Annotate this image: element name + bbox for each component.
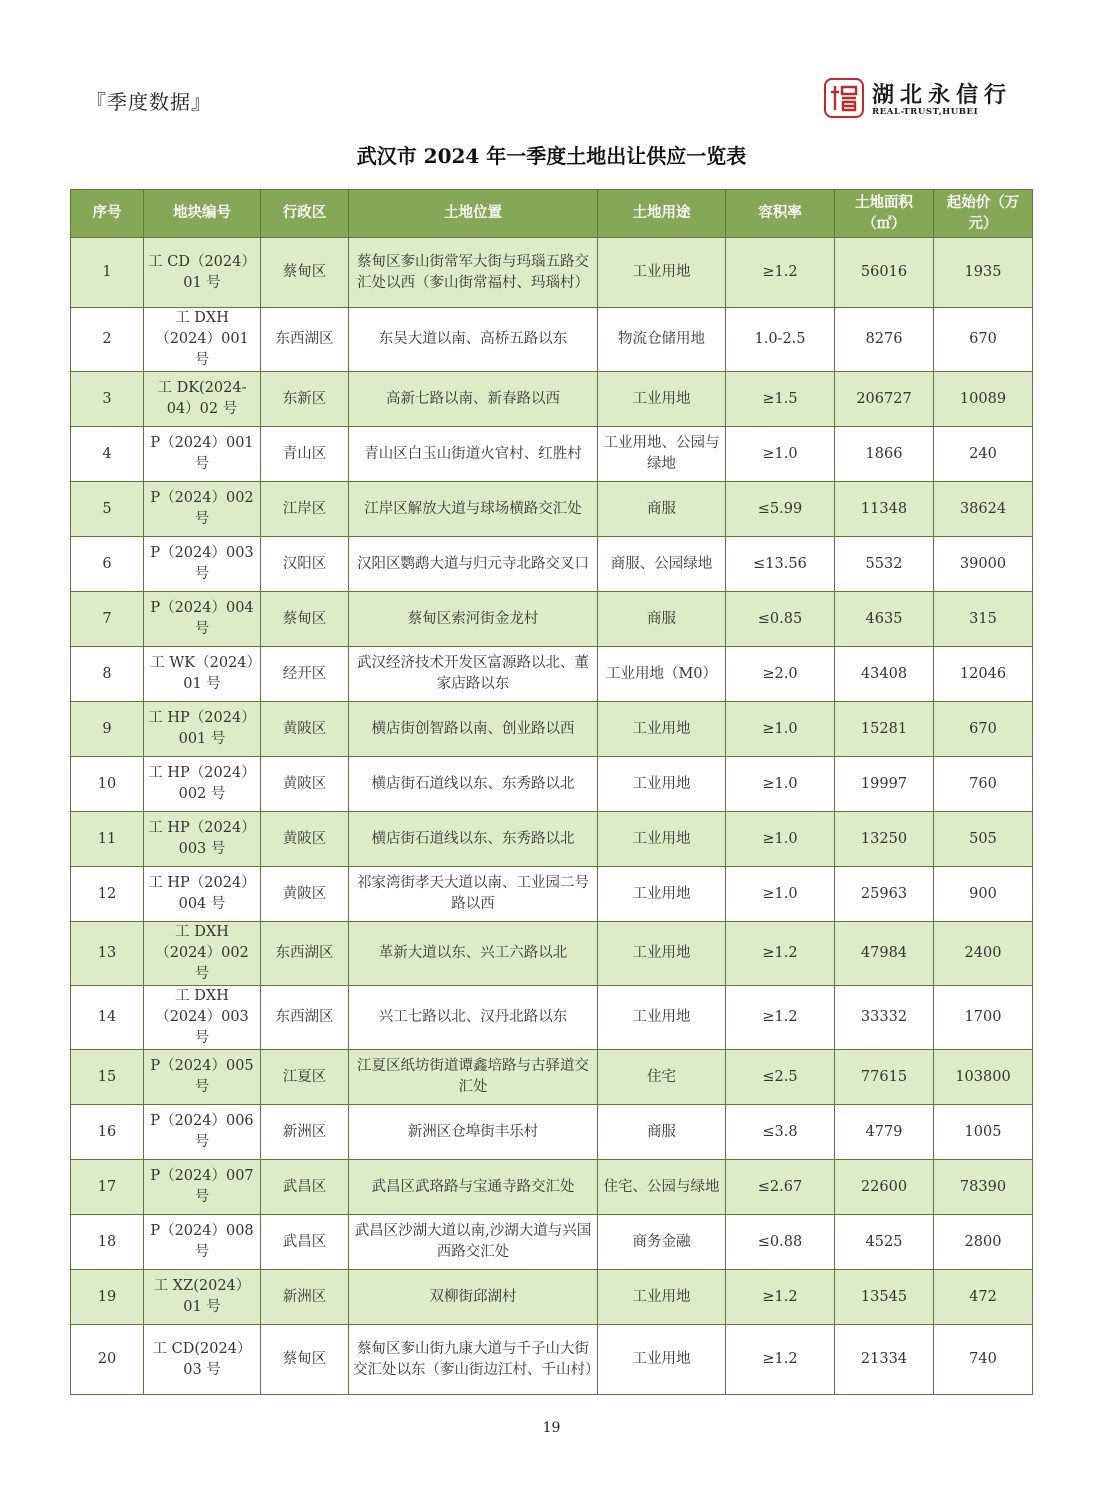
cell-plot-ratio: ≤0.85 bbox=[726, 592, 835, 647]
cell-land-use: 工业用地 bbox=[598, 812, 726, 867]
cell-area: 206727 bbox=[835, 372, 934, 427]
cell-location: 双柳街邱湖村 bbox=[349, 1270, 598, 1325]
cell-plot-ratio: 1.0-2.5 bbox=[726, 308, 835, 372]
cell-location: 革新大道以东、兴工六路以北 bbox=[349, 922, 598, 986]
cell-parcel-id: P（2024）004 号 bbox=[144, 592, 261, 647]
cell-location: 武汉经济技术开发区富源路以北、董家店路以东 bbox=[349, 647, 598, 702]
cell-land-use: 商服 bbox=[598, 592, 726, 647]
cell-district: 蔡甸区 bbox=[261, 592, 349, 647]
logo-english-name: REAL-TRUST,HUBEI bbox=[872, 107, 979, 117]
cell-land-use: 工业用地 bbox=[598, 867, 726, 922]
cell-area: 21334 bbox=[835, 1325, 934, 1395]
cell-plot-ratio: ≤13.56 bbox=[726, 537, 835, 592]
cell-area: 19997 bbox=[835, 757, 934, 812]
table-row bbox=[71, 1105, 1033, 1160]
header-cell-index: 序号 bbox=[71, 190, 144, 238]
table-row bbox=[71, 867, 1033, 922]
cell-district: 蔡甸区 bbox=[261, 238, 349, 308]
cell-location: 蔡甸区奓山街九康大道与千子山大街交汇处以东（奓山街边江村、千山村） bbox=[349, 1325, 598, 1395]
cell-area: 15281 bbox=[835, 702, 934, 757]
cell-district: 武昌区 bbox=[261, 1215, 349, 1270]
cell-area: 47984 bbox=[835, 922, 934, 986]
table-row bbox=[71, 372, 1033, 427]
cell-start-price: 12046 bbox=[934, 647, 1033, 702]
cell-land-use: 工业用地 bbox=[598, 372, 726, 427]
table-row bbox=[71, 1160, 1033, 1215]
cell-parcel-id: 工 CD（2024）01 号 bbox=[144, 238, 261, 308]
cell-location: 新洲区仓埠街丰乐村 bbox=[349, 1105, 598, 1160]
cell-area: 77615 bbox=[835, 1050, 934, 1105]
cell-district: 黄陂区 bbox=[261, 812, 349, 867]
cell-parcel-id: P（2024）006 号 bbox=[144, 1105, 261, 1160]
cell-plot-ratio: ≥1.2 bbox=[726, 1325, 835, 1395]
cell-land-use: 工业用地 bbox=[598, 922, 726, 986]
cell-start-price: 670 bbox=[934, 702, 1033, 757]
cell-parcel-id: 工 DK(2024-04）02 号 bbox=[144, 372, 261, 427]
cell-start-price: 2800 bbox=[934, 1215, 1033, 1270]
table-row bbox=[71, 1325, 1033, 1395]
cell-plot-ratio: ≤5.99 bbox=[726, 482, 835, 537]
cell-index: 6 bbox=[71, 537, 144, 592]
cell-start-price: 740 bbox=[934, 1325, 1033, 1395]
header-cell-start-price: 起始价（万元） bbox=[934, 190, 1033, 238]
cell-parcel-id: 工 DXH（2024）003 号 bbox=[144, 986, 261, 1050]
cell-index: 13 bbox=[71, 922, 144, 986]
cell-location: 武昌区沙湖大道以南,沙湖大道与兴国西路交汇处 bbox=[349, 1215, 598, 1270]
header-cell-land-use: 土地用途 bbox=[598, 190, 726, 238]
cell-location: 蔡甸区索河街金龙村 bbox=[349, 592, 598, 647]
cell-area: 11348 bbox=[835, 482, 934, 537]
cell-land-use: 住宅 bbox=[598, 1050, 726, 1105]
cell-start-price: 505 bbox=[934, 812, 1033, 867]
cell-area: 8276 bbox=[835, 308, 934, 372]
cell-district: 青山区 bbox=[261, 427, 349, 482]
cell-parcel-id: 工 HP（2024）001 号 bbox=[144, 702, 261, 757]
cell-index: 3 bbox=[71, 372, 144, 427]
header-cell-parcel-id: 地块编号 bbox=[144, 190, 261, 238]
cell-plot-ratio: ≥1.2 bbox=[726, 238, 835, 308]
cell-start-price: 1700 bbox=[934, 986, 1033, 1050]
cell-land-use: 工业用地 bbox=[598, 757, 726, 812]
cell-location: 青山区白玉山街道火官村、红胜村 bbox=[349, 427, 598, 482]
cell-parcel-id: P（2024）003 号 bbox=[144, 537, 261, 592]
cell-start-price: 2400 bbox=[934, 922, 1033, 986]
cell-index: 12 bbox=[71, 867, 144, 922]
cell-land-use: 物流仓储用地 bbox=[598, 308, 726, 372]
cell-plot-ratio: ≥1.5 bbox=[726, 372, 835, 427]
table-row bbox=[71, 1050, 1033, 1105]
cell-land-use: 工业用地、公园与绿地 bbox=[598, 427, 726, 482]
cell-location: 高新七路以南、新春路以西 bbox=[349, 372, 598, 427]
table-row bbox=[71, 592, 1033, 647]
table-row bbox=[71, 238, 1033, 308]
table-row bbox=[71, 427, 1033, 482]
cell-land-use: 商服、公园绿地 bbox=[598, 537, 726, 592]
section-tag: 『季度数据』 bbox=[86, 90, 212, 114]
cell-district: 江夏区 bbox=[261, 1050, 349, 1105]
cell-parcel-id: 工 XZ(2024）01 号 bbox=[144, 1270, 261, 1325]
table-row bbox=[71, 986, 1033, 1050]
cell-parcel-id: 工 HP（2024）004 号 bbox=[144, 867, 261, 922]
cell-start-price: 103800 bbox=[934, 1050, 1033, 1105]
cell-parcel-id: P（2024）001 号 bbox=[144, 427, 261, 482]
cell-plot-ratio: ≤2.5 bbox=[726, 1050, 835, 1105]
cell-district: 东西湖区 bbox=[261, 308, 349, 372]
table-row bbox=[71, 1215, 1033, 1270]
table-row bbox=[71, 647, 1033, 702]
cell-parcel-id: 工 HP（2024）003 号 bbox=[144, 812, 261, 867]
cell-district: 黄陂区 bbox=[261, 867, 349, 922]
cell-area: 56016 bbox=[835, 238, 934, 308]
cell-location: 兴工七路以北、汉丹北路以东 bbox=[349, 986, 598, 1050]
cell-area: 4525 bbox=[835, 1215, 934, 1270]
cell-area: 13545 bbox=[835, 1270, 934, 1325]
cell-parcel-id: 工 HP（2024）002 号 bbox=[144, 757, 261, 812]
cell-index: 14 bbox=[71, 986, 144, 1050]
cell-area: 13250 bbox=[835, 812, 934, 867]
table-row bbox=[71, 702, 1033, 757]
cell-plot-ratio: ≥1.2 bbox=[726, 986, 835, 1050]
logo-chinese-name: 湖北永信行 bbox=[872, 83, 1013, 108]
cell-district: 东新区 bbox=[261, 372, 349, 427]
cell-area: 1866 bbox=[835, 427, 934, 482]
cell-plot-ratio: ≥1.0 bbox=[726, 702, 835, 757]
cell-area: 25963 bbox=[835, 867, 934, 922]
cell-index: 7 bbox=[71, 592, 144, 647]
cell-land-use: 工业用地 bbox=[598, 702, 726, 757]
table-row bbox=[71, 537, 1033, 592]
cell-plot-ratio: ≤0.88 bbox=[726, 1215, 835, 1270]
cell-index: 4 bbox=[71, 427, 144, 482]
cell-index: 11 bbox=[71, 812, 144, 867]
cell-plot-ratio: ≥1.2 bbox=[726, 922, 835, 986]
cell-plot-ratio: ≥1.0 bbox=[726, 867, 835, 922]
cell-index: 8 bbox=[71, 647, 144, 702]
cell-area: 33332 bbox=[835, 986, 934, 1050]
cell-index: 16 bbox=[71, 1105, 144, 1160]
cell-plot-ratio: ≥2.0 bbox=[726, 647, 835, 702]
cell-land-use: 工业用地 bbox=[598, 1270, 726, 1325]
cell-area: 22600 bbox=[835, 1160, 934, 1215]
header-cell-location: 土地位置 bbox=[349, 190, 598, 238]
table-header-row bbox=[71, 190, 1033, 238]
logo-seal-icon bbox=[824, 78, 864, 118]
cell-area: 4635 bbox=[835, 592, 934, 647]
cell-index: 17 bbox=[71, 1160, 144, 1215]
cell-plot-ratio: ≤3.8 bbox=[726, 1105, 835, 1160]
cell-parcel-id: 工 WK（2024）01 号 bbox=[144, 647, 261, 702]
cell-index: 9 bbox=[71, 702, 144, 757]
cell-location: 武昌区武珞路与宝通寺路交汇处 bbox=[349, 1160, 598, 1215]
cell-start-price: 760 bbox=[934, 757, 1033, 812]
cell-location: 江夏区纸坊街道谭鑫培路与古驿道交汇处 bbox=[349, 1050, 598, 1105]
cell-district: 黄陂区 bbox=[261, 702, 349, 757]
header-cell-district: 行政区 bbox=[261, 190, 349, 238]
cell-land-use: 住宅、公园与绿地 bbox=[598, 1160, 726, 1215]
table-row bbox=[71, 757, 1033, 812]
cell-district: 东西湖区 bbox=[261, 922, 349, 986]
cell-parcel-id: 工 DXH（2024）002 号 bbox=[144, 922, 261, 986]
cell-plot-ratio: ≥1.0 bbox=[726, 427, 835, 482]
cell-location: 祁家湾街孝天大道以南、工业园二号路以西 bbox=[349, 867, 598, 922]
cell-parcel-id: 工 DXH（2024）001 号 bbox=[144, 308, 261, 372]
land-supply-table bbox=[70, 189, 1033, 1395]
cell-land-use: 工业用地（M0） bbox=[598, 647, 726, 702]
cell-plot-ratio: ≥1.0 bbox=[726, 757, 835, 812]
page-title: 武汉市 2024 年一季度土地出让供应一览表 bbox=[356, 144, 747, 168]
cell-land-use: 商服 bbox=[598, 482, 726, 537]
table-row bbox=[71, 812, 1033, 867]
cell-land-use: 工业用地 bbox=[598, 986, 726, 1050]
cell-parcel-id: P（2024）008 号 bbox=[144, 1215, 261, 1270]
cell-district: 武昌区 bbox=[261, 1160, 349, 1215]
cell-start-price: 1005 bbox=[934, 1105, 1033, 1160]
cell-start-price: 10089 bbox=[934, 372, 1033, 427]
cell-district: 江岸区 bbox=[261, 482, 349, 537]
cell-location: 横店街石道线以东、东秀路以北 bbox=[349, 812, 598, 867]
cell-parcel-id: P（2024）007 号 bbox=[144, 1160, 261, 1215]
cell-parcel-id: P（2024）002 号 bbox=[144, 482, 261, 537]
cell-area: 43408 bbox=[835, 647, 934, 702]
cell-parcel-id: P（2024）005 号 bbox=[144, 1050, 261, 1105]
company-logo bbox=[824, 78, 1024, 122]
cell-land-use: 工业用地 bbox=[598, 1325, 726, 1395]
table-row bbox=[71, 922, 1033, 986]
cell-start-price: 670 bbox=[934, 308, 1033, 372]
cell-start-price: 1935 bbox=[934, 238, 1033, 308]
cell-district: 经开区 bbox=[261, 647, 349, 702]
cell-district: 新洲区 bbox=[261, 1270, 349, 1325]
cell-index: 1 bbox=[71, 238, 144, 308]
cell-start-price: 315 bbox=[934, 592, 1033, 647]
cell-district: 汉阳区 bbox=[261, 537, 349, 592]
cell-start-price: 900 bbox=[934, 867, 1033, 922]
cell-start-price: 240 bbox=[934, 427, 1033, 482]
cell-start-price: 39000 bbox=[934, 537, 1033, 592]
cell-land-use: 商务金融 bbox=[598, 1215, 726, 1270]
table-row bbox=[71, 482, 1033, 537]
cell-land-use: 工业用地 bbox=[598, 238, 726, 308]
cell-plot-ratio: ≤2.67 bbox=[726, 1160, 835, 1215]
cell-parcel-id: 工 CD(2024）03 号 bbox=[144, 1325, 261, 1395]
cell-start-price: 472 bbox=[934, 1270, 1033, 1325]
cell-location: 蔡甸区奓山街常军大街与玛瑙五路交汇处以西（奓山街常福村、玛瑙村） bbox=[349, 238, 598, 308]
cell-land-use: 商服 bbox=[598, 1105, 726, 1160]
cell-area: 5532 bbox=[835, 537, 934, 592]
cell-plot-ratio: ≥1.2 bbox=[726, 1270, 835, 1325]
cell-location: 江岸区解放大道与球场横路交汇处 bbox=[349, 482, 598, 537]
table-row bbox=[71, 308, 1033, 372]
cell-start-price: 78390 bbox=[934, 1160, 1033, 1215]
cell-location: 横店街创智路以南、创业路以西 bbox=[349, 702, 598, 757]
cell-index: 5 bbox=[71, 482, 144, 537]
cell-start-price: 38624 bbox=[934, 482, 1033, 537]
cell-district: 黄陂区 bbox=[261, 757, 349, 812]
table-row bbox=[71, 1270, 1033, 1325]
cell-location: 东吴大道以南、高桥五路以东 bbox=[349, 308, 598, 372]
cell-index: 2 bbox=[71, 308, 144, 372]
cell-index: 18 bbox=[71, 1215, 144, 1270]
cell-area: 4779 bbox=[835, 1105, 934, 1160]
cell-index: 15 bbox=[71, 1050, 144, 1105]
header-cell-plot-ratio: 容积率 bbox=[726, 190, 835, 238]
cell-district: 东西湖区 bbox=[261, 986, 349, 1050]
cell-location: 汉阳区鹦鹉大道与归元寺北路交叉口 bbox=[349, 537, 598, 592]
cell-index: 10 bbox=[71, 757, 144, 812]
cell-index: 19 bbox=[71, 1270, 144, 1325]
header-cell-area: 土地面积（㎡） bbox=[835, 190, 934, 238]
cell-index: 20 bbox=[71, 1325, 144, 1395]
page-number: 19 bbox=[542, 1420, 561, 1436]
cell-location: 横店街石道线以东、东秀路以北 bbox=[349, 757, 598, 812]
cell-district: 蔡甸区 bbox=[261, 1325, 349, 1395]
cell-district: 新洲区 bbox=[261, 1105, 349, 1160]
cell-plot-ratio: ≥1.0 bbox=[726, 812, 835, 867]
